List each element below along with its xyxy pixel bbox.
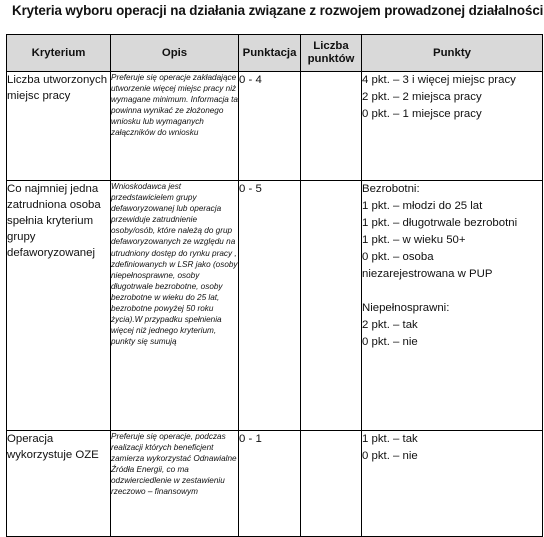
cell-kryterium bbox=[7, 181, 111, 431]
cell-punktacja: 0 - 5 bbox=[239, 181, 301, 431]
punkty-item: 2 pkt. – tak bbox=[362, 319, 418, 331]
header-punkty: Punkty bbox=[362, 35, 543, 72]
header-punktacja: Punktacja bbox=[239, 35, 301, 72]
punkty-item: 2 pkt. – 2 miejsca pracy bbox=[362, 91, 482, 103]
table-row bbox=[7, 181, 543, 431]
kryterium-text: Operacja wykorzystuje OZE bbox=[7, 433, 99, 461]
table-row bbox=[7, 72, 543, 181]
opis-text: Preferuje się operacje, podczas realizacji których beneficjent zamierza wykorzystać Odnawialne Źródła Energii, co ma odzwierciedlenie w zestawieniu rzeczowo – finansowym bbox=[111, 432, 237, 497]
punkty-group-heading: Niepełnosprawni: bbox=[362, 302, 450, 314]
cell-opis bbox=[111, 72, 239, 181]
cell-punkty bbox=[362, 431, 543, 537]
header-kryterium: Kryterium bbox=[7, 35, 111, 72]
opis-text: Preferuje się operacje zakładające utworzenie więcej miejsc pracy niż wymagane minimum. Informacja ta powinna wynikać ze złożonego wniosku lub wymaganych załączników do wniosku bbox=[111, 73, 238, 138]
header-liczba-punktow bbox=[301, 35, 362, 72]
punkty-item: 0 pkt. – nie bbox=[362, 336, 418, 348]
punkty-item: 1 pkt. – w wieku 50+ bbox=[362, 234, 466, 246]
cell-opis bbox=[111, 181, 239, 431]
kryterium-text: Liczba utworzonych miejsc pracy bbox=[7, 74, 108, 102]
opis-text: Wnioskodawca jest przedstawicielem grupy defaworyzowanej lub operacja przewiduje zatrudnienie osoby/osób, które należą do grup defaworyzowanych ze względu na utrudniony dostęp do rynku pracy , zdefiniowanych w LSR jako (osoby niepełnosprawne, osoby długotrwale bezrobotne, osoby bezrobotne w wieku do 25 lat, bezrobotne powyżej 50 roku życia).W przypadku spełnienia więcej niż jednego kryterium, punkty się sumują bbox=[111, 182, 238, 347]
punkty-item: 0 pkt. – nie bbox=[362, 450, 418, 462]
punkty-group-heading: Bezrobotni: bbox=[362, 183, 420, 195]
punkty-item: 1 pkt. – młodzi do 25 lat bbox=[362, 200, 483, 212]
cell-kryterium bbox=[7, 431, 111, 537]
cell-liczba-punktow bbox=[301, 181, 362, 431]
cell-kryterium bbox=[7, 72, 111, 181]
cell-punktacja: 0 - 4 bbox=[239, 72, 301, 181]
header-liczba-punktow-label: Liczba punktów bbox=[307, 40, 355, 65]
cell-opis bbox=[111, 431, 239, 537]
table-row bbox=[7, 431, 543, 537]
group-spacer bbox=[362, 283, 542, 300]
table-header-row bbox=[7, 35, 543, 72]
cell-liczba-punktow bbox=[301, 431, 362, 537]
criteria-table bbox=[6, 34, 543, 537]
cell-punktacja: 0 - 1 bbox=[239, 431, 301, 537]
document-title: Kryteria wyboru operacji na działania związane z rozwojem prowadzonej działalności bbox=[12, 3, 544, 18]
punkty-item: 0 pkt. – 1 miejsce pracy bbox=[362, 108, 482, 120]
cell-punkty bbox=[362, 181, 543, 431]
punkty-item: 1 pkt. – długotrwale bezrobotni bbox=[362, 217, 518, 229]
punkty-item: 0 pkt. – osoba niezarejestrowana w PUP bbox=[362, 251, 493, 280]
cell-punkty bbox=[362, 72, 543, 181]
punkty-item: 4 pkt. – 3 i więcej miejsc pracy bbox=[362, 74, 516, 86]
cell-liczba-punktow bbox=[301, 72, 362, 181]
punkty-item: 1 pkt. – tak bbox=[362, 433, 418, 445]
header-opis: Opis bbox=[111, 35, 239, 72]
kryterium-text: Co najmniej jedna zatrudniona osoba spełnia kryterium grupy defaworyzowanej bbox=[7, 183, 101, 259]
